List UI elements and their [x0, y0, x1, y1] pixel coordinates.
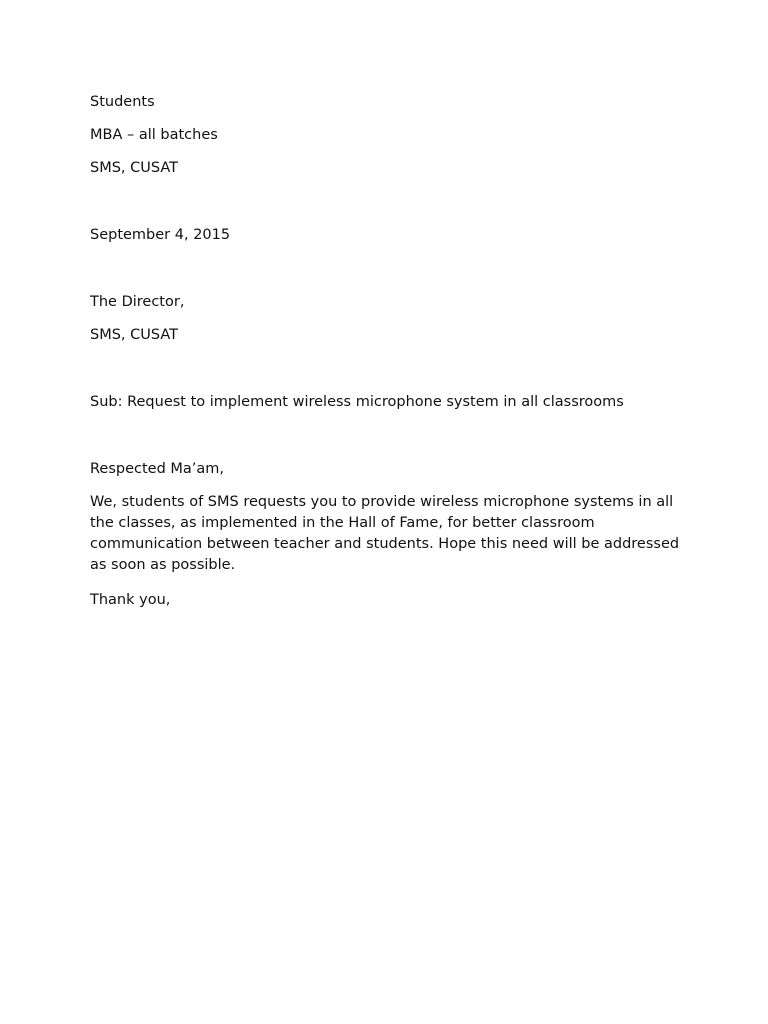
letter-subject: Sub: Request to implement wireless microphone system in all classrooms [90, 394, 624, 410]
letter-date: September 4, 2015 [90, 227, 231, 243]
letter-paragraph: We, students of SMS requests you to provide wireless microphone systems in all the classes, as implemented in the Hall of Fame, for better classroom communication between teacher and students. Hope this need will be addressed as soon as possible. [90, 494, 680, 573]
sender-program: MBA – all batches [90, 127, 218, 143]
letter-body [90, 92, 690, 610]
sender-institution: SMS, CUSAT [90, 160, 178, 176]
recipient-title: The Director, [90, 294, 185, 310]
recipient-institution: SMS, CUSAT [90, 327, 178, 343]
letter-salutation: Respected Ma’am, [90, 461, 225, 477]
sender-name: Students [90, 94, 155, 110]
letter-closing: Thank you, [90, 592, 171, 608]
